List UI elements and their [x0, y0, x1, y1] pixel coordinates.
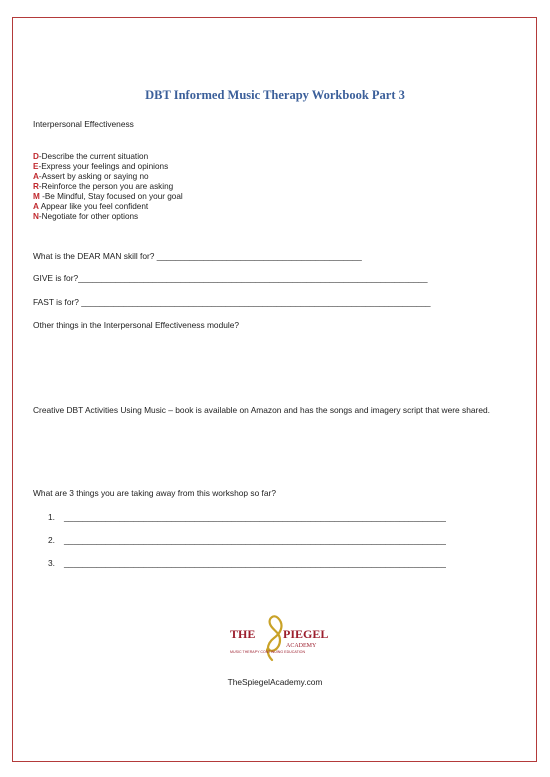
dear-man-item: M -Be Mindful, Stay focused on your goal [33, 192, 183, 202]
dear-man-item: A-Assert by asking or saying no [33, 172, 149, 182]
answer-line: __________________________________________________________________________________ [64, 512, 446, 522]
answer-number: 2. [48, 535, 55, 545]
dear-man-item: E-Express your feelings and opinions [33, 162, 169, 172]
svg-text:THE: THE [230, 627, 256, 641]
section-heading: Interpersonal Effectiveness [33, 119, 134, 129]
footer-website: TheSpiegelAcademy.com [227, 677, 323, 687]
question-other-things: Other things in the Interpersonal Effectiveness module? [33, 320, 240, 330]
book-note: Creative DBT Activities Using Music – book is available on Amazon and has the songs and imagery script that were shared. [33, 405, 490, 415]
svg-text:PIEGEL: PIEGEL [283, 627, 329, 641]
dear-man-list [33, 152, 183, 222]
answer-line: __________________________________________________________________________________ [64, 558, 446, 568]
page-title: DBT Informed Music Therapy Workbook Part 3 [145, 88, 405, 102]
dear-man-item: D-Describe the current situation [33, 152, 149, 161]
answer-line: __________________________________________________________________________________ [64, 535, 446, 545]
question-fast: FAST is for? ___________________________________________________________________________ [33, 297, 431, 307]
question-give: GIVE is for?___________________________________________________________________________ [33, 273, 428, 283]
question-dear-man: What is the DEAR MAN skill for? ____________________________________________ [33, 251, 362, 261]
dear-man-item: R-Reinforce the person you are asking [33, 182, 174, 192]
question-takeaways: What are 3 things you are taking away from this workshop so far? [33, 488, 276, 498]
dear-man-item: N-Negotiate for other options [33, 212, 139, 222]
dear-man-item: A Appear like you feel confident [33, 202, 149, 212]
svg-text:MUSIC THERAPY CONTINUING EDUCA: MUSIC THERAPY CONTINUING EDUCATION [230, 650, 306, 654]
svg-text:ACADEMY: ACADEMY [286, 643, 317, 649]
answer-number: 3. [48, 558, 55, 568]
spiegel-academy-logo [228, 610, 348, 666]
answer-number: 1. [48, 512, 55, 522]
